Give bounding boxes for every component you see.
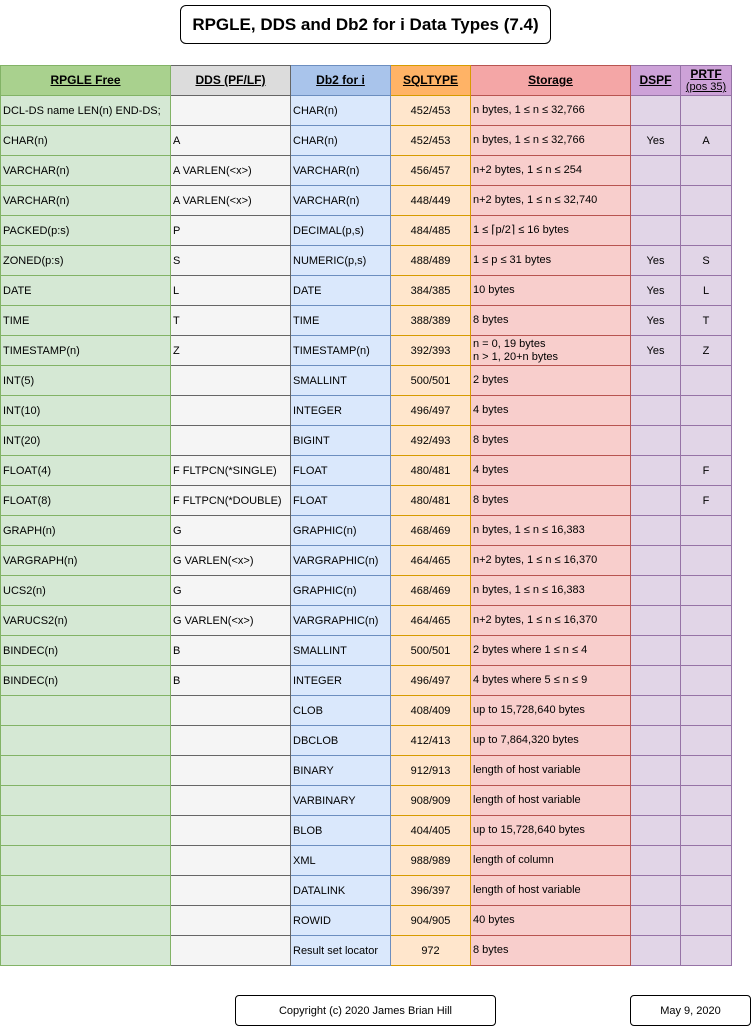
table-row [1, 396, 732, 426]
cell-storage: length of host variable [471, 876, 631, 906]
page-title: RPGLE, DDS and Db2 for i Data Types (7.4) [180, 5, 551, 44]
cell-rpgle [1, 906, 171, 936]
cell-dspf [631, 216, 681, 246]
cell-prtf [681, 396, 732, 426]
cell-dspf [631, 546, 681, 576]
table-row [1, 906, 732, 936]
cell-storage: n+2 bytes, 1 ≤ n ≤ 16,370 [471, 546, 631, 576]
cell-rpgle [1, 786, 171, 816]
cell-storage: n+2 bytes, 1 ≤ n ≤ 32,740 [471, 186, 631, 216]
cell-dds: S [171, 246, 291, 276]
table-row [1, 186, 732, 216]
cell-rpgle [1, 816, 171, 846]
cell-rpgle: GRAPH(n) [1, 516, 171, 546]
table-row [1, 636, 732, 666]
cell-db2: GRAPHIC(n) [291, 516, 391, 546]
cell-db2: FLOAT [291, 456, 391, 486]
cell-dds: A VARLEN(<x>) [171, 186, 291, 216]
cell-sqltype: 452/453 [391, 96, 471, 126]
cell-dspf [631, 486, 681, 516]
cell-dspf [631, 876, 681, 906]
cell-storage: 2 bytes where 1 ≤ n ≤ 4 [471, 636, 631, 666]
cell-storage: 8 bytes [471, 486, 631, 516]
cell-dds [171, 786, 291, 816]
cell-prtf [681, 186, 732, 216]
cell-storage: length of host variable [471, 786, 631, 816]
cell-prtf [681, 846, 732, 876]
cell-rpgle: FLOAT(4) [1, 456, 171, 486]
table-row [1, 516, 732, 546]
cell-dds [171, 96, 291, 126]
column-header-dds: DDS (PF/LF) [171, 66, 291, 96]
table-row [1, 786, 732, 816]
table-row [1, 156, 732, 186]
cell-rpgle: FLOAT(8) [1, 486, 171, 516]
cell-rpgle: INT(5) [1, 366, 171, 396]
cell-dds [171, 726, 291, 756]
table-row [1, 276, 732, 306]
cell-db2: INTEGER [291, 396, 391, 426]
cell-storage: n bytes, 1 ≤ n ≤ 16,383 [471, 576, 631, 606]
cell-db2: DECIMAL(p,s) [291, 216, 391, 246]
cell-rpgle [1, 876, 171, 906]
cell-storage: 2 bytes [471, 366, 631, 396]
table-row [1, 666, 732, 696]
cell-dds [171, 906, 291, 936]
cell-dspf [631, 606, 681, 636]
cell-storage: 1 ≤ ⌈p/2⌉ ≤ 16 bytes [471, 216, 631, 246]
cell-dds [171, 816, 291, 846]
cell-dspf [631, 696, 681, 726]
cell-db2: BIGINT [291, 426, 391, 456]
copyright-notice: Copyright (c) 2020 James Brian Hill [235, 995, 496, 1026]
table-row [1, 726, 732, 756]
cell-rpgle: CHAR(n) [1, 126, 171, 156]
cell-db2: Result set locator [291, 936, 391, 966]
cell-dds [171, 366, 291, 396]
cell-rpgle: INT(20) [1, 426, 171, 456]
cell-db2: SMALLINT [291, 366, 391, 396]
cell-sqltype: 988/989 [391, 846, 471, 876]
cell-sqltype: 500/501 [391, 636, 471, 666]
cell-rpgle: VARUCS2(n) [1, 606, 171, 636]
cell-prtf [681, 216, 732, 246]
prtf-header-sublabel: (pos 35) [685, 81, 727, 94]
cell-dspf [631, 366, 681, 396]
cell-prtf [681, 936, 732, 966]
cell-dds: G VARLEN(<x>) [171, 546, 291, 576]
table-row [1, 576, 732, 606]
cell-prtf [681, 756, 732, 786]
cell-rpgle: TIMESTAMP(n) [1, 336, 171, 366]
cell-dspf [631, 186, 681, 216]
cell-rpgle [1, 846, 171, 876]
cell-storage: 1 ≤ p ≤ 31 bytes [471, 246, 631, 276]
cell-sqltype: 480/481 [391, 456, 471, 486]
cell-sqltype: 412/413 [391, 726, 471, 756]
cell-prtf [681, 516, 732, 546]
cell-storage: n+2 bytes, 1 ≤ n ≤ 16,370 [471, 606, 631, 636]
cell-sqltype: 392/393 [391, 336, 471, 366]
cell-storage: n bytes, 1 ≤ n ≤ 32,766 [471, 126, 631, 156]
cell-rpgle: VARCHAR(n) [1, 156, 171, 186]
cell-rpgle: DATE [1, 276, 171, 306]
cell-sqltype: 396/397 [391, 876, 471, 906]
cell-dds [171, 846, 291, 876]
cell-storage: 4 bytes [471, 456, 631, 486]
table-row [1, 216, 732, 246]
cell-prtf [681, 156, 732, 186]
cell-storage: n = 0, 19 bytes n > 1, 20+n bytes [471, 336, 631, 366]
cell-sqltype: 404/405 [391, 816, 471, 846]
table-row [1, 126, 732, 156]
cell-storage: length of host variable [471, 756, 631, 786]
cell-dds: B [171, 636, 291, 666]
cell-prtf [681, 636, 732, 666]
cell-sqltype: 388/389 [391, 306, 471, 336]
cell-dds [171, 756, 291, 786]
cell-dds [171, 396, 291, 426]
cell-storage: 4 bytes where 5 ≤ n ≤ 9 [471, 666, 631, 696]
cell-dspf [631, 936, 681, 966]
cell-dds: T [171, 306, 291, 336]
cell-dspf: Yes [631, 246, 681, 276]
cell-sqltype: 488/489 [391, 246, 471, 276]
cell-db2: BLOB [291, 816, 391, 846]
table-row [1, 306, 732, 336]
cell-dds: G VARLEN(<x>) [171, 606, 291, 636]
cell-rpgle: UCS2(n) [1, 576, 171, 606]
cell-dds [171, 696, 291, 726]
cell-dds: L [171, 276, 291, 306]
cell-rpgle: INT(10) [1, 396, 171, 426]
cell-sqltype: 496/497 [391, 666, 471, 696]
cell-sqltype: 408/409 [391, 696, 471, 726]
cell-dspf: Yes [631, 306, 681, 336]
cell-db2: INTEGER [291, 666, 391, 696]
cell-db2: NUMERIC(p,s) [291, 246, 391, 276]
cell-sqltype: 496/497 [391, 396, 471, 426]
cell-db2: ROWID [291, 906, 391, 936]
cell-db2: BINARY [291, 756, 391, 786]
cell-dds: F FLTPCN(*SINGLE) [171, 456, 291, 486]
cell-dspf [631, 786, 681, 816]
cell-dds: Z [171, 336, 291, 366]
cell-prtf [681, 546, 732, 576]
header-row [1, 66, 732, 96]
cell-prtf [681, 666, 732, 696]
table-row [1, 846, 732, 876]
cell-prtf [681, 96, 732, 126]
cell-db2: DBCLOB [291, 726, 391, 756]
table-row [1, 426, 732, 456]
cell-dspf: Yes [631, 276, 681, 306]
cell-dspf [631, 576, 681, 606]
cell-dspf [631, 516, 681, 546]
cell-storage: n bytes, 1 ≤ n ≤ 32,766 [471, 96, 631, 126]
table-row [1, 936, 732, 966]
cell-prtf [681, 786, 732, 816]
cell-sqltype: 448/449 [391, 186, 471, 216]
cell-db2: SMALLINT [291, 636, 391, 666]
cell-dds [171, 936, 291, 966]
cell-storage: n bytes, 1 ≤ n ≤ 16,383 [471, 516, 631, 546]
cell-storage: length of column [471, 846, 631, 876]
table-row [1, 336, 732, 366]
cell-dspf [631, 396, 681, 426]
cell-prtf [681, 606, 732, 636]
column-header-storage: Storage [471, 66, 631, 96]
cell-dspf: Yes [631, 126, 681, 156]
cell-dds: B [171, 666, 291, 696]
publication-date: May 9, 2020 [630, 995, 751, 1026]
cell-dspf: Yes [631, 336, 681, 366]
cell-storage: up to 15,728,640 bytes [471, 696, 631, 726]
cell-dspf [631, 156, 681, 186]
cell-db2: DATE [291, 276, 391, 306]
cell-sqltype: 908/909 [391, 786, 471, 816]
cell-dspf [631, 906, 681, 936]
cell-prtf: T [681, 306, 732, 336]
cell-db2: GRAPHIC(n) [291, 576, 391, 606]
cell-prtf [681, 876, 732, 906]
cell-sqltype: 384/385 [391, 276, 471, 306]
table-row [1, 756, 732, 786]
prtf-header-label: PRTF [690, 66, 722, 81]
cell-dds: G [171, 576, 291, 606]
table-row [1, 96, 732, 126]
cell-rpgle [1, 756, 171, 786]
cell-dds: P [171, 216, 291, 246]
cell-rpgle [1, 726, 171, 756]
cell-db2: VARCHAR(n) [291, 186, 391, 216]
cell-sqltype: 468/469 [391, 516, 471, 546]
cell-rpgle: VARCHAR(n) [1, 186, 171, 216]
cell-dspf [631, 846, 681, 876]
cell-sqltype: 464/465 [391, 606, 471, 636]
cell-prtf: A [681, 126, 732, 156]
cell-prtf: S [681, 246, 732, 276]
table-row [1, 696, 732, 726]
cell-prtf [681, 426, 732, 456]
cell-db2: VARCHAR(n) [291, 156, 391, 186]
column-header-db2: Db2 for i [291, 66, 391, 96]
table-row [1, 456, 732, 486]
cell-sqltype: 464/465 [391, 546, 471, 576]
cell-db2: FLOAT [291, 486, 391, 516]
cell-dspf [631, 636, 681, 666]
cell-db2: TIME [291, 306, 391, 336]
table-row [1, 606, 732, 636]
cell-db2: CHAR(n) [291, 96, 391, 126]
cell-prtf [681, 906, 732, 936]
table-row [1, 546, 732, 576]
cell-db2: TIMESTAMP(n) [291, 336, 391, 366]
column-header-prtf [681, 66, 732, 96]
cell-dds: A VARLEN(<x>) [171, 156, 291, 186]
cell-dds: A [171, 126, 291, 156]
cell-rpgle: PACKED(p:s) [1, 216, 171, 246]
cell-rpgle: BINDEC(n) [1, 636, 171, 666]
cell-db2: DATALINK [291, 876, 391, 906]
cell-dds: F FLTPCN(*DOUBLE) [171, 486, 291, 516]
cell-storage: up to 7,864,320 bytes [471, 726, 631, 756]
cell-storage: 4 bytes [471, 396, 631, 426]
cell-storage: up to 15,728,640 bytes [471, 816, 631, 846]
table-row [1, 876, 732, 906]
cell-rpgle: BINDEC(n) [1, 666, 171, 696]
cell-dspf [631, 456, 681, 486]
table-row [1, 816, 732, 846]
cell-rpgle: VARGRAPH(n) [1, 546, 171, 576]
cell-dds [171, 876, 291, 906]
cell-sqltype: 912/913 [391, 756, 471, 786]
cell-dspf [631, 726, 681, 756]
data-types-table [0, 65, 732, 966]
cell-prtf: L [681, 276, 732, 306]
cell-sqltype: 972 [391, 936, 471, 966]
cell-prtf: Z [681, 336, 732, 366]
column-header-sqltype: SQLTYPE [391, 66, 471, 96]
cell-storage: 8 bytes [471, 936, 631, 966]
table-row [1, 486, 732, 516]
cell-dspf [631, 816, 681, 846]
cell-db2: CHAR(n) [291, 126, 391, 156]
cell-sqltype: 492/493 [391, 426, 471, 456]
cell-db2: VARGRAPHIC(n) [291, 546, 391, 576]
cell-prtf [681, 816, 732, 846]
cell-prtf: F [681, 486, 732, 516]
cell-rpgle: DCL-DS name LEN(n) END-DS; [1, 96, 171, 126]
cell-prtf [681, 366, 732, 396]
column-header-rpgle: RPGLE Free [1, 66, 171, 96]
column-header-dspf: DSPF [631, 66, 681, 96]
cell-storage: 8 bytes [471, 426, 631, 456]
cell-dds: G [171, 516, 291, 546]
table-body [1, 96, 732, 966]
cell-storage: 40 bytes [471, 906, 631, 936]
cell-sqltype: 480/481 [391, 486, 471, 516]
cell-storage: 10 bytes [471, 276, 631, 306]
cell-rpgle: TIME [1, 306, 171, 336]
cell-prtf: F [681, 456, 732, 486]
cell-rpgle [1, 696, 171, 726]
cell-sqltype: 456/457 [391, 156, 471, 186]
cell-sqltype: 904/905 [391, 906, 471, 936]
cell-db2: VARGRAPHIC(n) [291, 606, 391, 636]
cell-sqltype: 484/485 [391, 216, 471, 246]
table-row [1, 366, 732, 396]
cell-dspf [631, 426, 681, 456]
cell-dspf [631, 666, 681, 696]
cell-sqltype: 500/501 [391, 366, 471, 396]
cell-sqltype: 452/453 [391, 126, 471, 156]
table-row [1, 246, 732, 276]
cell-rpgle [1, 936, 171, 966]
cell-db2: XML [291, 846, 391, 876]
cell-rpgle: ZONED(p:s) [1, 246, 171, 276]
cell-dspf [631, 96, 681, 126]
cell-dds [171, 426, 291, 456]
cell-storage: 8 bytes [471, 306, 631, 336]
cell-db2: VARBINARY [291, 786, 391, 816]
cell-prtf [681, 576, 732, 606]
cell-sqltype: 468/469 [391, 576, 471, 606]
cell-prtf [681, 726, 732, 756]
cell-storage: n+2 bytes, 1 ≤ n ≤ 254 [471, 156, 631, 186]
cell-prtf [681, 696, 732, 726]
cell-db2: CLOB [291, 696, 391, 726]
cell-dspf [631, 756, 681, 786]
